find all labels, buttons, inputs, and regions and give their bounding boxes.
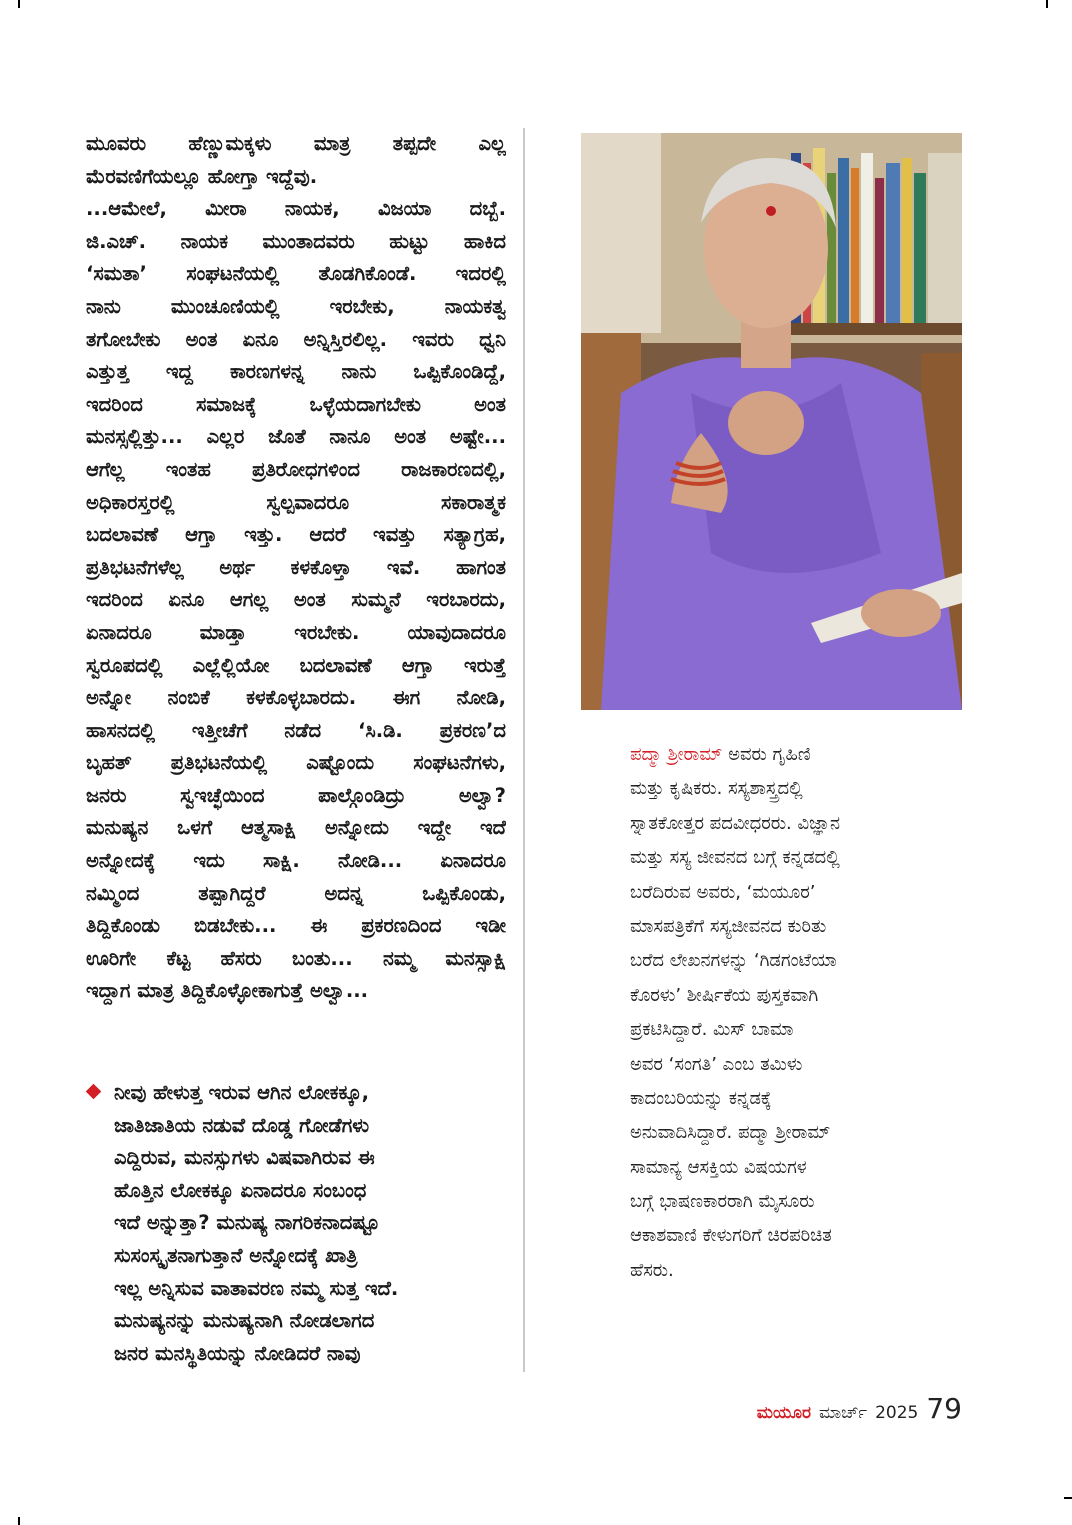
caption-line: ಹೆಸರು. — [630, 1259, 674, 1281]
article-line: ಅನ್ನೋದಕ್ಕೆ ಇದು ಸಾಕ್ಷಿ. ನೋಡಿ... ಏನಾದರೂ — [86, 849, 506, 873]
article-line: ಏನಾದರೂ ಮಾಡ್ತಾ ಇರಬೇಕು. ಯಾವುದಾದರೂ — [86, 620, 506, 644]
question-line: ಎದ್ದಿರುವ, ಮನಸ್ಸುಗಳು ವಿಷವಾಗಿರುವ ಈ — [114, 1146, 375, 1170]
article-body — [86, 128, 506, 1008]
article-line: ಮನಸ್ಸಲ್ಲಿತ್ತು... ಎಲ್ಲರ ಜೊತೆ ನಾನೂ ಅಂತ ಅಷ್ಟೇ... — [86, 425, 506, 449]
caption-line: ಬರೆದಿರುವ ಅವರು, ‘ಮಯೂರ’ — [630, 881, 816, 903]
article-line: ತಿದ್ದಿಕೊಂಡು ಬಿಡಬೇಕು... ಈ ಪ್ರಕರಣದಿಂದ ಇಡೀ — [86, 914, 506, 938]
article-line: ತಗೋಬೇಕು ಅಂತ ಏನೂ ಅನ್ನಿಸ್ತಿರಲಿಲ್ಲ. ಇವರು ಧ್ವನಿ — [86, 327, 506, 351]
caption-line: ಕೊರಳು’ ಶೀರ್ಷಿಕೆಯ ಪುಸ್ತಕವಾಗಿ — [630, 984, 819, 1006]
page-number: 79 — [926, 1392, 962, 1425]
caption-line: ಪ್ರಕಟಿಸಿದ್ದಾರೆ. ಮಿಸ್ ಬಾಮಾ — [630, 1019, 794, 1041]
article-line: ‘ಸಮತಾ’ ಸಂಘಟನೆಯಲ್ಲಿ ತೊಡಗಿಕೊಂಡೆ. ಇದರಲ್ಲಿ — [86, 262, 506, 286]
article-line: ಮನುಷ್ಯನ ಒಳಗೆ ಆತ್ಮಸಾಕ್ಷಿ ಅನ್ನೋದು ಇದ್ದೇ ಇದೆ — [86, 816, 506, 840]
crop-mark-right — [1064, 1497, 1072, 1499]
article-line: ಮೆರವಣಿಗೆಯಲ್ಲೂ ಹೋಗ್ತಾ ಇದ್ದೆವು. — [86, 164, 318, 188]
article-line: ಅಧಿಕಾರಸ್ತರಲ್ಲಿ ಸ್ವಲ್ಪವಾದರೂ ಸಕಾರಾತ್ಮಕ — [86, 490, 506, 514]
article-line: ಇದರಿಂದ ಏನೂ ಆಗಲ್ಲ ಅಂತ ಸುಮ್ಮನೆ ಇರಬಾರದು, — [86, 588, 506, 612]
caption-line: ಕಾದಂಬರಿಯನ್ನು ಕನ್ನಡಕ್ಕೆ — [630, 1087, 772, 1109]
question-block — [86, 1077, 506, 1370]
caption-line: ಬರೆದ ಲೇಖನಗಳನ್ನು ‘ಗಿಡಗಂಟೆಯಾ — [630, 950, 837, 972]
article-line: ಜಿ.ಎಚ್. ನಾಯಕ ಮುಂತಾದವರು ಹುಟ್ಟು ಹಾಕಿದ — [86, 229, 506, 253]
question-line: ಸುಸಂಸ್ಕೃತನಾಗುತ್ತಾನೆ ಅನ್ನೋದಕ್ಕೆ ಖಾತ್ರಿ — [114, 1243, 358, 1267]
article-line: ಬದಲಾವಣೆ ಆಗ್ತಾ ಇತ್ತು. ಆದರೆ ಇವತ್ತು ಸತ್ಯಾಗ್ರಹ, — [86, 523, 506, 547]
caption-line: ಮತ್ತು ಸಸ್ಯ ಜೀವನದ ಬಗ್ಗೆ ಕನ್ನಡದಲ್ಲಿ — [630, 847, 840, 869]
caption-line: ಅವರ ‘ಸಂಗತಿ’ ಎಂಬ ತಮಿಳು — [630, 1053, 803, 1075]
crop-mark-top-right — [1046, 0, 1048, 8]
question-line: ಇದೆ ಅನ್ನುತ್ತಾ? ಮನುಷ್ಯ ನಾಗರಿಕನಾದಷ್ಟೂ — [114, 1211, 380, 1235]
article-line: ನಮ್ಮಿಂದ ತಪ್ಪಾಗಿದ್ದರೆ ಅದನ್ನ ಒಪ್ಪಿಕೊಂಡು, — [86, 881, 506, 905]
article-line: ಊರಿಗೇ ಕೆಟ್ಟ ಹೆಸರು ಬಂತು... ನಮ್ಮ ಮನಸ್ಸಾಕ್ಷಿ — [86, 946, 506, 970]
article-line: ಆಗೆಲ್ಲ ಇಂತಹ ಪ್ರತಿರೋಧಗಳಿಂದ ರಾಜಕಾರಣದಲ್ಲಿ, — [86, 457, 506, 481]
page-footer — [757, 1392, 962, 1432]
caption-person-name: ಪದ್ಮಾ ಶ್ರೀರಾಮ್ — [630, 744, 723, 765]
article-line: ಮೂವರು ಹೆಣ್ಣುಮಕ್ಕಳು ಮಾತ್ರ ತಪ್ಪದೇ ಎಲ್ಲ — [86, 132, 506, 155]
portrait-illustration — [581, 133, 962, 710]
caption-line: ಅನುವಾದಿಸಿದ್ದಾರೆ. ಪದ್ಮಾ ಶ್ರೀರಾಮ್ — [630, 1122, 831, 1144]
article-line: ಇದರಿಂದ ಸಮಾಜಕ್ಕೆ ಒಳ್ಳೆಯದಾಗಬೇಕು ಅಂತ — [86, 392, 506, 416]
crop-mark-top-left — [18, 0, 20, 8]
question-line: ಮನುಷ್ಯನನ್ನು ಮನುಷ್ಯನಾಗಿ ನೋಡಲಾಗದ — [114, 1309, 375, 1333]
caption-line — [630, 738, 960, 772]
article-line: ...ಆಮೇಲೆ, ಮೀರಾ ನಾಯಕ, ವಿಜಯಾ ದಬ್ಬೆ. — [86, 197, 506, 221]
article-line: ನಾನು ಮುಂಚೂಣಿಯಲ್ಲಿ ಇರಬೇಕು, ನಾಯಕತ್ವ — [86, 294, 506, 318]
article-line: ಜನರು ಸ್ವಇಚ್ಛೆಯಿಂದ ಪಾಲ್ಗೊಂಡಿದ್ರು ಅಲ್ವಾ? — [86, 783, 506, 807]
magazine-name: ಮಯೂರ — [756, 1403, 811, 1423]
caption-line: ಮತ್ತು ಕೃಷಿಕರು. ಸಸ್ಯಶಾಸ್ತ್ರದಲ್ಲಿ — [630, 778, 803, 800]
caption-line: ಸಾಮಾನ್ಯ ಆಸಕ್ತಿಯ ವಿಷಯಗಳ — [630, 1156, 807, 1178]
question-line: ನೀವು ಹೇಳುತ್ತ ಇರುವ ಆಗಿನ ಲೋಕಕ್ಕೂ, — [114, 1081, 370, 1104]
column-divider — [523, 128, 525, 1372]
question-line: ಜಾತಿಜಾತಿಯ ನಡುವೆ ದೊಡ್ಡ ಗೋಡೆಗಳು — [114, 1113, 370, 1137]
issue-year: 2025 — [875, 1403, 919, 1423]
caption-first-line-rest: ಅವರು ಗೃಹಿಣಿ — [722, 744, 811, 765]
caption-line: ಸ್ನಾತಕೋತ್ತರ ಪದವೀಧರರು. ವಿಜ್ಞಾನ — [630, 812, 841, 834]
issue-month: ಮಾರ್ಚ್ — [819, 1403, 868, 1423]
caption-line: ಮಾಸಪತ್ರಿಕೆಗೆ ಸಸ್ಯಜೀವನದ ಕುರಿತು — [630, 915, 827, 937]
article-line: ಪ್ರತಿಭಟನೆಗಳೆಲ್ಲ ಅರ್ಥ ಕಳಕೊಳ್ತಾ ಇವೆ. ಹಾಗಂತ — [86, 555, 506, 579]
photo-caption — [630, 738, 960, 1288]
portrait-photo — [581, 133, 962, 710]
article-line: ಅನ್ನೋ ನಂಬಿಕೆ ಕಳಕೊಳ್ಳಬಾರದು. ಈಗ ನೋಡಿ, — [86, 686, 506, 710]
article-line: ಹಾಸನದಲ್ಲಿ ಇತ್ತೀಚೆಗೆ ನಡೆದ ‘ಸಿ.ಡಿ. ಪ್ರಕರಣ’ದ — [86, 718, 506, 742]
article-line: ಇದ್ದಾಗ ಮಾತ್ರ ತಿದ್ದಿಕೊಳ್ಳೋಕಾಗುತ್ತೆ ಅಲ್ವಾ... — [86, 979, 369, 1003]
crop-mark-bottom-left — [18, 1517, 20, 1525]
question-line: ಇಲ್ಲ ಅನ್ನಿಸುವ ವಾತಾವರಣ ನಮ್ಮ ಸುತ್ತ ಇದೆ. — [114, 1276, 399, 1300]
question-line: ಹೊತ್ತಿನ ಲೋಕಕ್ಕೂ ಏನಾದರೂ ಸಂಬಂಧ — [114, 1178, 367, 1202]
caption-line: ಬಗ್ಗೆ ಭಾಷಣಕಾರರಾಗಿ ಮೈಸೂರು — [630, 1191, 815, 1213]
question-line: ಜನರ ಮನಸ್ಥಿತಿಯನ್ನು ನೋಡಿದರೆ ನಾವು — [114, 1341, 361, 1365]
article-line: ಬೃಹತ್ ಪ್ರತಿಭಟನೆಯಲ್ಲಿ ಎಷ್ಟೊಂದು ಸಂಘಟನೆಗಳು, — [86, 751, 506, 775]
article-line: ಎತ್ತುತ್ತ ಇದ್ದ ಕಾರಣಗಳನ್ನ ನಾನು ಒಪ್ಪಿಕೊಂಡಿದ್ದೆ, — [86, 360, 506, 384]
article-line: ಸ್ವರೂಪದಲ್ಲಿ ಎಲ್ಲೆಲ್ಲಿಯೋ ಬದಲಾವಣೆ ಆಗ್ತಾ ಇರುತ್ತೆ — [86, 653, 506, 677]
caption-line: ಆಕಾಶವಾಣಿ ಕೇಳುಗರಿಗೆ ಚಿರಪರಿಚಿತ — [630, 1225, 832, 1247]
